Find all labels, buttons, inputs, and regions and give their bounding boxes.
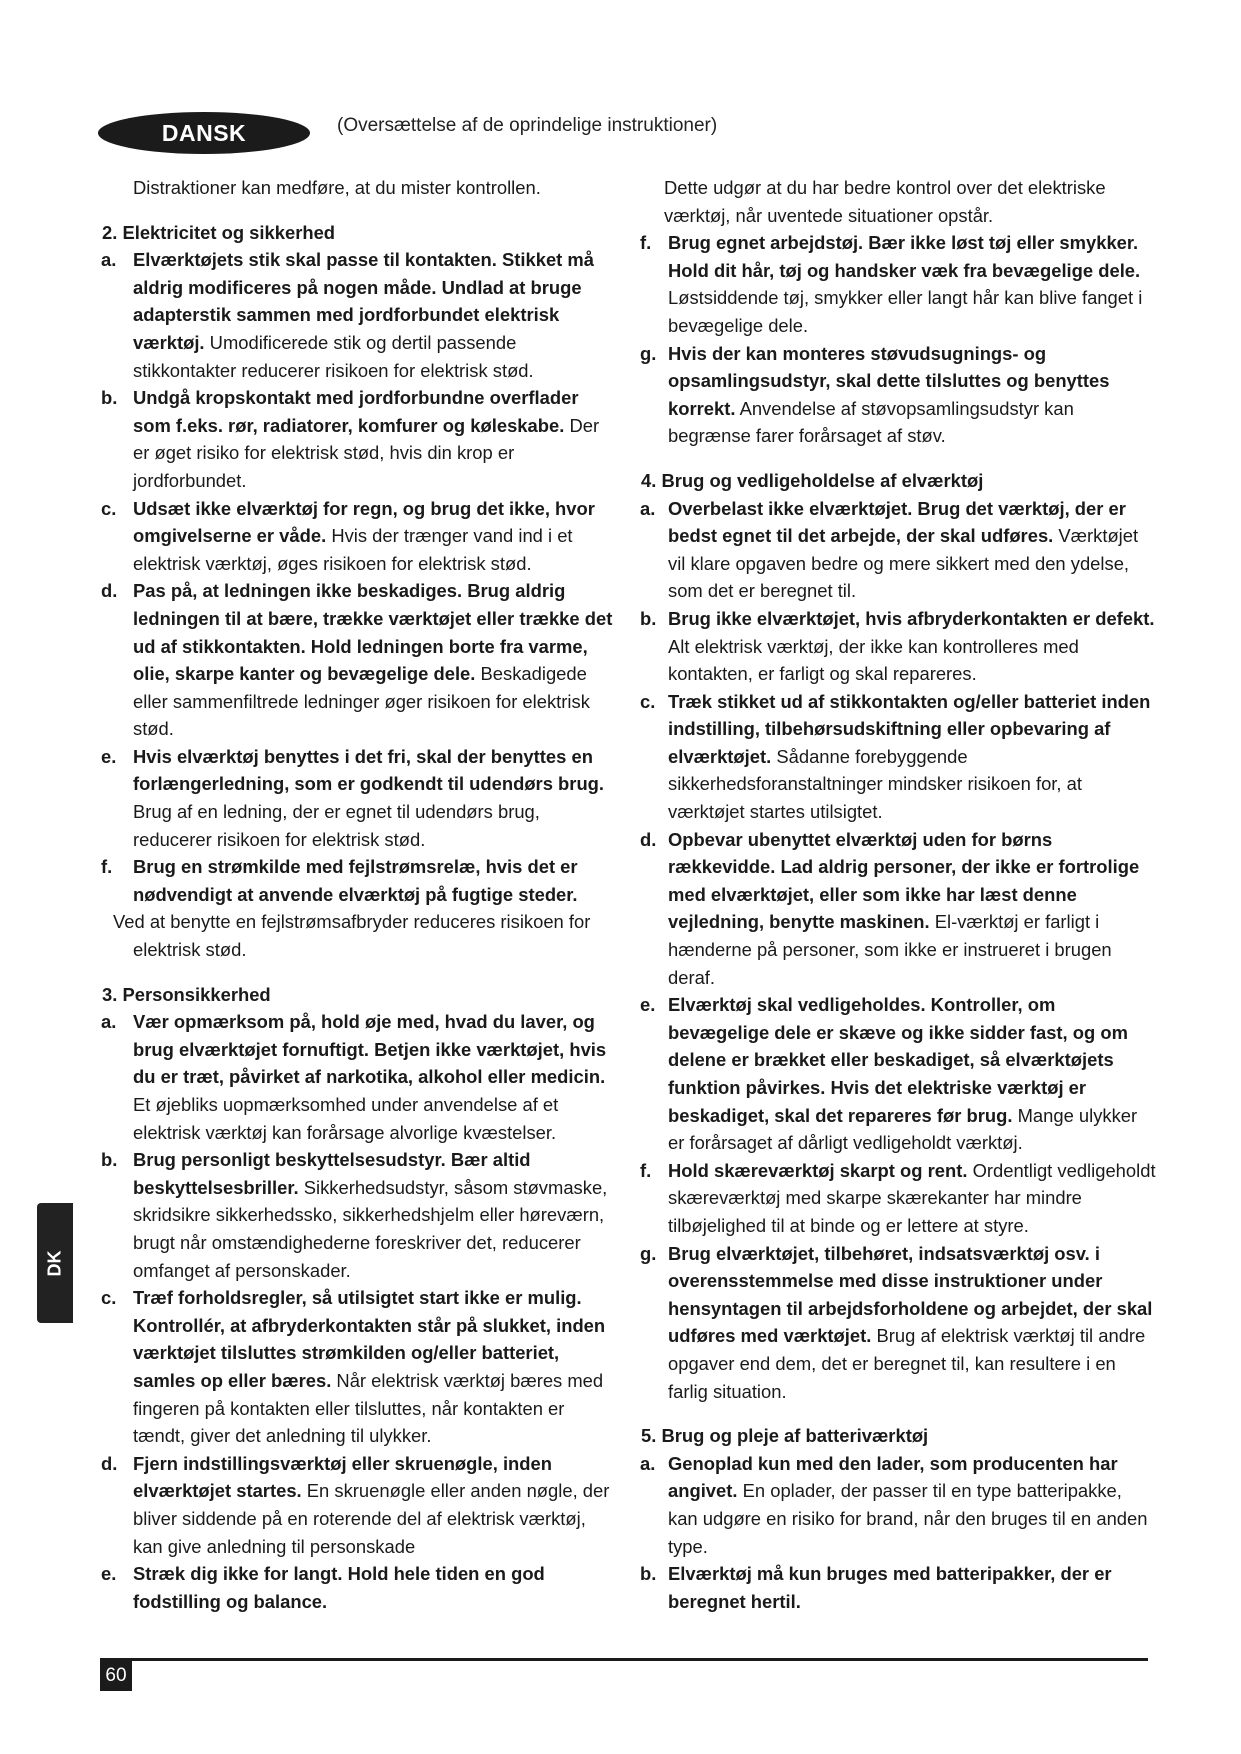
item-bold: Elværktøj må kun bruges med batteripakker, der er beregnet hertil.	[668, 1563, 1112, 1612]
list-item	[97, 1560, 617, 1615]
item-bold: Overbelast ikke elværktøjet. Brug det værktøj, der er bedst egnet til det arbejde, der skal udføres.	[668, 497, 1126, 547]
list-item	[97, 495, 617, 578]
item-label: g.	[640, 1242, 657, 1264]
list-item	[636, 688, 1156, 826]
item-text: En oplader, der passer til en type batteripakke, kan udgøre en risiko for brand, når den bruges til en anden type.	[668, 1480, 1148, 1557]
list-item	[636, 495, 1156, 605]
list-item	[97, 853, 617, 908]
item-label: c.	[640, 690, 656, 712]
item-bold: Brug en strømkilde med fejlstrømsrelæ, hvis det er nødvendigt at anvende elværktøj på fugtige steder.	[133, 856, 578, 905]
item-text: Når elektrisk værktøj bæres med fingeren på kontakten eller tilsluttes, når kontakten er tændt, giver det anledning til ulykker.	[133, 1369, 604, 1447]
item-bold: Undgå kropskontakt med jordforbundne overflader som f.eks. rør, radiatorer, komfurer og køleskabe.	[133, 387, 579, 436]
item-text: Umodificerede stik og dertil passende stikkontakter reducerer risikoen for elektrisk stød.	[133, 331, 534, 381]
list-item	[97, 1146, 617, 1284]
item-label: c.	[101, 1287, 117, 1309]
list-item	[636, 1560, 1156, 1615]
item-text: Brug af en ledning, der er egnet til udendørs brug, reducerer risikoen for elektrisk stød.	[133, 801, 540, 850]
item-bold: Opbevar ubenyttet elværktøj uden for børns rækkevidde. Lad aldrig personer, der ikke er fortrolige med elværktøjet, eller som ikke har læst denne vejledning, benytte maskinen.	[668, 828, 1140, 933]
item-bold: Brug ikke elværktøjet, hvis afbryderkontakten er defekt.	[668, 607, 1155, 629]
item-text: Et øjebliks uopmærksomhed under anvendelse af et elektrisk værktøj kan forårsage alvorlige kvæstelser.	[133, 1094, 559, 1143]
item-label: d.	[640, 828, 657, 850]
item-bold: Hold skæreværktøj skarpt og rent.	[668, 1159, 968, 1181]
item-label: c.	[101, 497, 117, 519]
item-text: Hvis der trænger vand ind i et elektrisk værktøj, øges risikoen for elektrisk stød.	[133, 525, 573, 574]
item-text: Alt elektrisk værktøj, der ikke kan kontrolleres med kontakten, er farligt og skal repareres.	[668, 635, 1079, 685]
section-heading: 5. Brug og pleje af batteriværktøj	[641, 1425, 929, 1447]
item-text: En skruenøgle eller anden nøgle, der bliver siddende på en roterende del af elektrisk værktøj, kan give anledning til personskade	[133, 1480, 610, 1557]
item-text: Brug af elektrisk værktøj til andre opgaver end dem, det er beregnet til, kan resultere i en farlig situation.	[668, 1325, 1146, 1402]
item-text: Beskadigede eller sammenfiltrede ledninger øger risikoen for elektrisk stød.	[133, 663, 590, 740]
item-text: Anvendelse af støvopsamlingsudstyr kan begrænse farer forårsaget af støv.	[668, 397, 1074, 447]
item-label: b.	[101, 1149, 118, 1171]
item-bold: Brug personligt beskyttelsesudstyr. Bær altid beskyttelsesbriller.	[133, 1149, 531, 1198]
item-text: Sådanne forebyggende sikkerhedsforanstaltninger mindsker risikoen for, at værktøjet startes utilsigtet.	[668, 745, 1082, 823]
item-label: g.	[640, 342, 657, 364]
item-text: Der er øget risiko for elektrisk stød, hvis din krop er jordforbundet.	[133, 414, 600, 491]
item-bold: Brug elværktøjet, tilbehøret, indsatsværktøj osv. i overensstemmelse med disse instruktioner under hensyntagen til arbejdsforholdene og arbejdet, der skal udføres med værktøjet.	[668, 1242, 1153, 1347]
page-number: 60	[100, 1661, 132, 1691]
item-bold: Stræk dig ikke for langt. Hold hele tiden en god fodstilling og balance.	[133, 1563, 545, 1612]
list-item	[636, 1240, 1156, 1406]
item-text: Sikkerhedsudstyr, såsom støvmaske, skridsikre sikkerhedssko, sikkerhedshjelm eller høreværn, brugt når omstændighederne foreskriver det, reducerer omfanget af personskader.	[133, 1176, 608, 1281]
item-label: a.	[101, 249, 117, 271]
section-heading: 4. Brug og vedligeholdelse af elværktøj	[641, 469, 984, 491]
left-column	[97, 174, 617, 1615]
side-language-tab	[37, 1203, 73, 1323]
item-label: f.	[101, 856, 113, 878]
section-heading: 2. Elektricitet og sikkerhed	[102, 221, 336, 243]
item-text: Værktøjet vil klare opgaven bedre og mere sikkert med den ydelse, som det er beregnet til.	[668, 525, 1139, 602]
list-item	[97, 1284, 617, 1450]
language-badge: DANSK	[98, 112, 310, 154]
item-text: Mange ulykker er forårsaget af dårligt vedligeholdt værktøj.	[668, 1104, 1138, 1154]
item-label: a.	[101, 1011, 117, 1033]
item-bold: Brug egnet arbejdstøj. Bær ikke løst tøj eller smykker. Hold dit hår, tøj og handsker væk fra bevægelige dele.	[668, 232, 1141, 281]
item-label: b.	[640, 1563, 657, 1585]
item-label: f.	[640, 232, 652, 254]
item-bold: Træf forholdsregler, så utilsigtet start ikke er mulig. Kontrollér, at afbryderkontakten står på slukket, inden værktøjet tilsluttes strømkilden og/eller batteriet, samles op eller bæres.	[133, 1287, 606, 1391]
item-text: Ordentligt vedligeholdt skæreværktøj med skarpe skærekanter har mindre tilbøjelighed til at binde og er lettere at styre.	[668, 1159, 1156, 1236]
section-heading: 3. Personsikkerhed	[102, 983, 271, 1005]
paragraph: Dette udgør at du har bedre kontrol over det elektriske værktøj, når uventede situationer opstår.	[664, 177, 1106, 226]
item-bold: Vær opmærksom på, hold øje med, hvad du laver, og brug elværktøjet fornuftigt. Betjen ikke værktøjet, hvis du er træt, påvirket af narkotika, alkohol eller medicin.	[133, 1011, 607, 1088]
list-item	[636, 991, 1156, 1157]
list-item	[636, 229, 1156, 339]
list-item	[97, 1450, 617, 1560]
list-item	[97, 743, 617, 853]
list-item	[636, 605, 1156, 688]
item-bold: Hvis der kan monteres støvudsugnings- og opsamlingsudstyr, skal dette tilsluttes og benyttes korrekt.	[668, 342, 1110, 419]
item-bold: Elværktøjets stik skal passe til kontakten. Stikket må aldrig modificeres på nogen måde. Undlad at bruge adapterstik sammen med jordforbundet elektrisk værktøj.	[133, 249, 594, 353]
list-item	[636, 1450, 1156, 1560]
item-label: b.	[640, 607, 657, 629]
list-item	[97, 384, 617, 494]
footer-divider	[100, 1658, 1148, 1661]
list-item	[97, 246, 617, 384]
item-text: El-værktøj er farligt i hænderne på personer, som ikke er instrueret i brugen deraf.	[668, 911, 1112, 988]
item-bold: Hvis elværktøj benyttes i det fri, skal der benyttes en forlængerledning, som er godkendt til udendørs brug.	[133, 745, 605, 795]
list-item	[97, 1008, 617, 1146]
item-bold: Udsæt ikke elværktøj for regn, og brug det ikke, hvor omgivelserne er våde.	[133, 497, 595, 547]
item-label: e.	[101, 1563, 117, 1585]
list-item	[636, 340, 1156, 450]
item-label: d.	[101, 1452, 118, 1474]
item-label: a.	[640, 497, 656, 519]
item-text: Løstsiddende tøj, smykker eller langt hår kan blive fanget i bevægelige dele.	[668, 287, 1143, 336]
item-label: f.	[640, 1159, 652, 1181]
item-bold: Fjern indstillingsværktøj eller skruenøgle, inden elværktøjet startes.	[133, 1452, 552, 1502]
item-bold: Pas på, at ledningen ikke beskadiges. Brug aldrig ledningen til at bære, trække værktøjet eller trække det ud af stikkontakten. Hold ledningen borte fra varme, olie, skarpe kanter og bevægelige dele.	[133, 580, 613, 685]
item-bold: Elværktøj skal vedligeholdes. Kontroller, om bevægelige dele er skæve og ikke sidder fast, og om delene er brækket eller beskadiget, så elværktøjets funktion påvirkes. Hvis det elektriske værktøj er beskadiget, skal det repareres før brug.	[668, 994, 1128, 1126]
item-label: b.	[101, 387, 118, 409]
item-label: e.	[640, 994, 656, 1016]
page-subtitle: (Oversættelse af de oprindelige instruktioner)	[337, 115, 718, 136]
paragraph: Distraktioner kan medføre, at du mister kontrollen.	[133, 177, 541, 198]
item-bold: Træk stikket ud af stikkontakten og/eller batteriet inden indstilling, tilbehørsudskiftning eller opbevaring af elværktøjet.	[668, 690, 1151, 767]
item-label: d.	[101, 580, 118, 602]
side-tab-label: DK	[44, 1250, 65, 1276]
paragraph: Ved at benytte en fejlstrømsafbryder reduceres risikoen for elektrisk stød.	[113, 911, 591, 961]
right-column	[636, 174, 1156, 1615]
item-label: e.	[101, 745, 117, 767]
list-item	[636, 1157, 1156, 1240]
list-item	[97, 577, 617, 743]
list-item	[636, 826, 1156, 992]
item-label: a.	[640, 1452, 656, 1474]
item-bold: Genoplad kun med den lader, som producenten har angivet.	[668, 1452, 1118, 1502]
